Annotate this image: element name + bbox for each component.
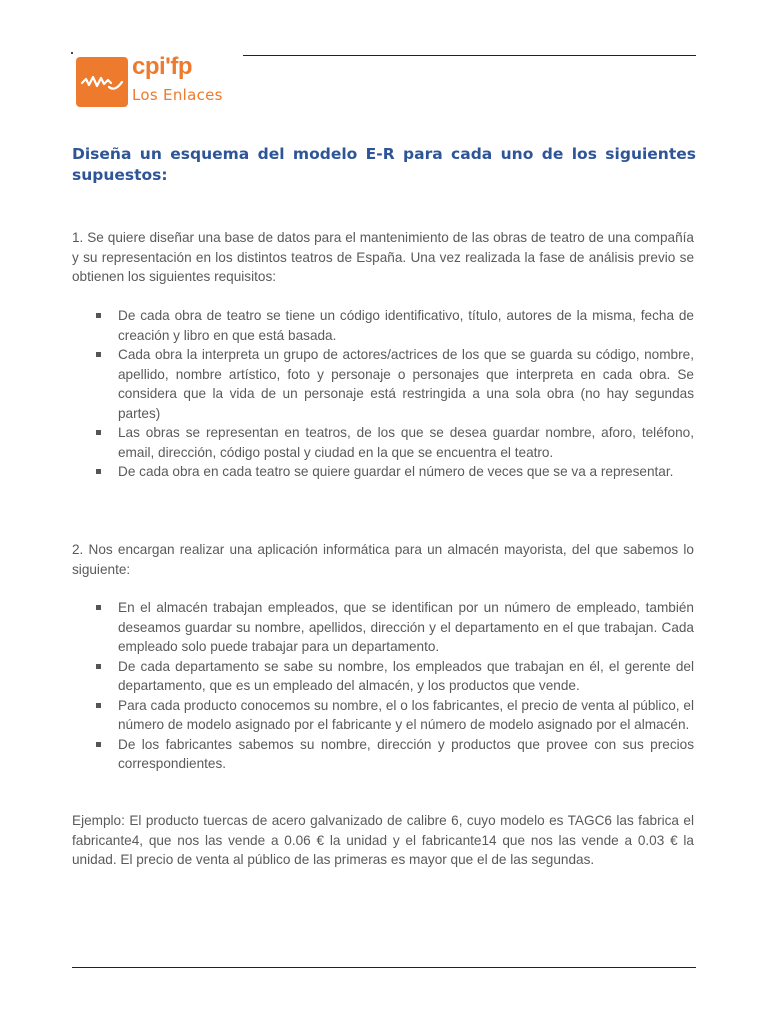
bullet-icon [96,469,101,474]
list-item: De los fabricantes sabemos su nombre, dirección y productos que provee con sus precios correspondientes. [72,735,694,774]
list-item: En el almacén trabajan empleados, que se identifican por un número de empleado, también deseamos guardar su nombre, apellidos, dirección y el departamento en el que trabajan. Cada empleado solo puede trabajar para un departamento. [72,598,694,657]
footer-rule [72,967,696,968]
list-item: De cada departamento se sabe su nombre, los empleados que trabajan en él, el gerente del departamento, que es un empleado del almacén, y los productos que vende. [72,657,694,696]
page-title: Diseña un esquema del modelo E-R para cada uno de los siguientes supuestos: [72,145,696,184]
header-rule [243,55,696,56]
bullet-icon [96,313,101,318]
school-logo [76,55,251,111]
bullet-icon [96,352,101,357]
bullet-icon [96,703,101,708]
bullet-icon [96,605,101,610]
exercise1-intro: 1. Se quiere diseñar una base de datos para el mantenimiento de las obras de teatro de una compañía y su representación en los distintos teatros de España. Una vez realizada la fase de análisis previo se obtienen los siguientes requisitos: [72,230,694,284]
exercise2-intro: 2. Nos encargan realizar una aplicación informática para un almacén mayorista, del que sabemos lo siguiente: [72,542,694,577]
list-item: Las obras se representan en teatros, de los que se desea guardar nombre, aforo, teléfono, email, dirección, código postal y ciudad en la que se encuentra el teatro. [72,423,694,462]
list-item: De cada obra en cada teatro se quiere guardar el número de veces que se va a representar. [72,462,694,482]
list-item: Para cada producto conocemos su nombre, el o los fabricantes, el precio de venta al público, el número de modelo asignado por el fabricante y el número de modelo asignado por el almacén. [72,696,694,735]
logo-name: cpi'fp [132,53,193,80]
exercise2-example: Ejemplo: El producto tuercas de acero galvanizado de calibre 6, cuyo modelo es TAGC6 las fabrica el fabricante4, que nos las vende a 0.06 € la unidad y el fabricante14 que nos las vende a 0.03 € la unidad. El precio de venta al público de las primeras es mayor que el de las segundas. [72,813,694,867]
logo-mark-icon [76,57,128,107]
exercise2-requirements [72,598,694,774]
list-item: Cada obra la interpreta un grupo de actores/actrices de los que se guarda su código, nombre, apellido, nombre artístico, foto y personaje o personajes que interpreta en cada obra. Se considera que la vida de un personaje está restringida a una sola obra (no hay segundas partes) [72,345,694,423]
list-item: De cada obra de teatro se tiene un código identificativo, título, autores de la misma, fecha de creación y libro en que está basada. [72,306,694,345]
bullet-icon [96,664,101,669]
exercise1-requirements [72,306,694,482]
header-dot [71,52,73,54]
bullet-icon [96,430,101,435]
bullet-icon [96,742,101,747]
logo-subtitle: Los Enlaces [132,86,223,104]
